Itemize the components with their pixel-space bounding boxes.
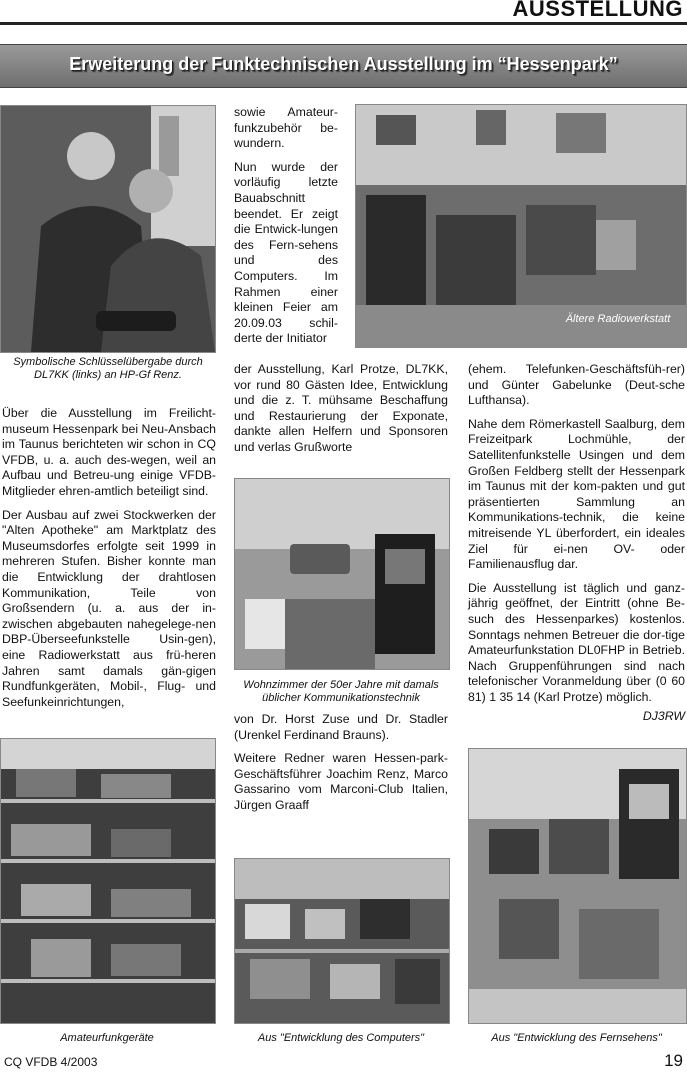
footer-issue: CQ VFDB 4/2003 (4, 1055, 98, 1069)
photo-living-room-image (235, 479, 449, 669)
col2-para-2: Nun wurde der vorläufig letzte Bauabschnitt beendet. Er zeigt die Entwick-lungen des Fern-sehens und des Computers. Im Rahmen einer kleinen Feier am 20.09.03 schil-derte der Initiator (234, 159, 338, 346)
caption-computers: Aus "Entwicklung des Computers" (257, 1032, 425, 1044)
header-rule (0, 22, 687, 25)
photo-television (468, 748, 687, 1024)
photo-radio-workshop (355, 104, 687, 348)
caption-television: Aus "Entwicklung des Fernsehens" (491, 1032, 662, 1044)
col2-para-1: sowie Amateur-funkzubehör be-wundern. (234, 105, 338, 151)
col1-para-1: Über die Ausstellung im Freilicht-museum Hessenpark bei Neu-Ansbach im Taunus berichteten wir schon in CQ VFDB, u. a. auch des-wegen, weil an Aufbau und Betreu-ung einige VFDB-Mitglieder ehren-amtlich beteiligt sind. (2, 406, 216, 498)
col2-wide-text (234, 362, 448, 456)
caption-amateur-radio: Amateurfunkgeräte (60, 1032, 154, 1044)
caption-key-handover: Symbolische Schlüsselübergabe durch DL7KK (links) an HP-Gf Renz. (13, 356, 203, 381)
col2-lower-text (234, 712, 448, 814)
caption-living-room: Wohnzimmer der 50er Jahre mit damals üblicher Kommunikationstechnik (243, 679, 439, 704)
col2-para-5: Weitere Redner waren Hessen-park-Geschäftsführer Joachim Renz, Marco Gassarino vom Marconi-Club Italien, Jürgen Graaff (234, 751, 448, 812)
photo-amateur-radio (0, 738, 216, 1024)
photo-key-handover-image (1, 106, 215, 352)
col3-para-2: Nahe dem Römerkastell Saalburg, dem Freizeitpark Lochmühle, der Satellitenfunkstelle Usingen und dem Großen Feldberg stellt der Hessenpark im Taunus mit der kom-pakten und gut präsentierten Sammlung an Kommunikations-technik, die keine mitreisende YL überfordert, ein ideales Ziel für ei-nen OV- oder Familienausflug dar. (468, 416, 685, 572)
col3-text (468, 362, 685, 723)
photo-amateur-radio-image (1, 739, 215, 1023)
col1-text (2, 406, 216, 710)
col2-para-3: der Ausstellung, Karl Protze, DL7KK, vor rund 80 Gästen Idee, Entwicklung und die z. T. mühsame Beschaffung und Restaurierung der Exponate, dankte allen Helfern und Sponsoren und verlas Grußworte (234, 362, 448, 454)
photo-television-image (469, 749, 686, 1023)
caption-radio-workshop: Ältere Radiowerkstatt (565, 313, 671, 325)
col2-narrow-text (234, 105, 338, 347)
photo-key-handover (0, 105, 216, 353)
col3-para-1: (ehem. Telefunken-Geschäftsfüh-rer) und Günter Gabelunke (Deut-sche Lufthansa). (468, 362, 685, 408)
col2-para-4: von Dr. Horst Zuse und Dr. Stadler (Urenkel Ferdinand Brauns). (234, 712, 448, 742)
photo-computers-image (235, 859, 449, 1023)
article-banner (0, 44, 687, 88)
article-title: Erweiterung der Funktechnischen Ausstellung im “Hessenpark” (69, 54, 618, 74)
photo-living-room (234, 478, 450, 670)
photo-computers (234, 858, 450, 1024)
section-title: AUSSTELLUNG (512, 0, 683, 21)
page-number: 19 (664, 1051, 683, 1070)
author-signature: DJ3RW (642, 709, 685, 724)
photo-radio-workshop-image (356, 105, 686, 347)
col3-para-3: Die Ausstellung ist täglich und ganz-jährig geöffnet, der Eintritt (ohne Be-such des Hessenparkes) kostenlos. Sonntags nehmen Betreuer die dor-tige Amateurfunkstation DL0FHP in Betrieb. Nach Gruppenführungen sind nach telefonischer Voranmeldung über (0 60 81) 1 35 14 (Karl Protze) möglich. (468, 580, 685, 704)
col1-para-2: Der Ausbau auf zwei Stockwerken der "Alten Apotheke" am Marktplatz des Museumsdorfes erfolgte seit 1999 in mehreren Stufen. Bisher konnte man die Entwicklung der drahtlosen Kommunikation, Teile von Großsendern (u. a. aus der in-zwischen abgebauten nahegelege-nen DBP-Überseefunkstelle Usin-gen), eine Radiowerkstatt aus frü-heren Jahren samt damals gän-gigen Rundfunkgeräten, Mobil-, Flug- und Seefunkeinrichtungen, (2, 507, 216, 709)
